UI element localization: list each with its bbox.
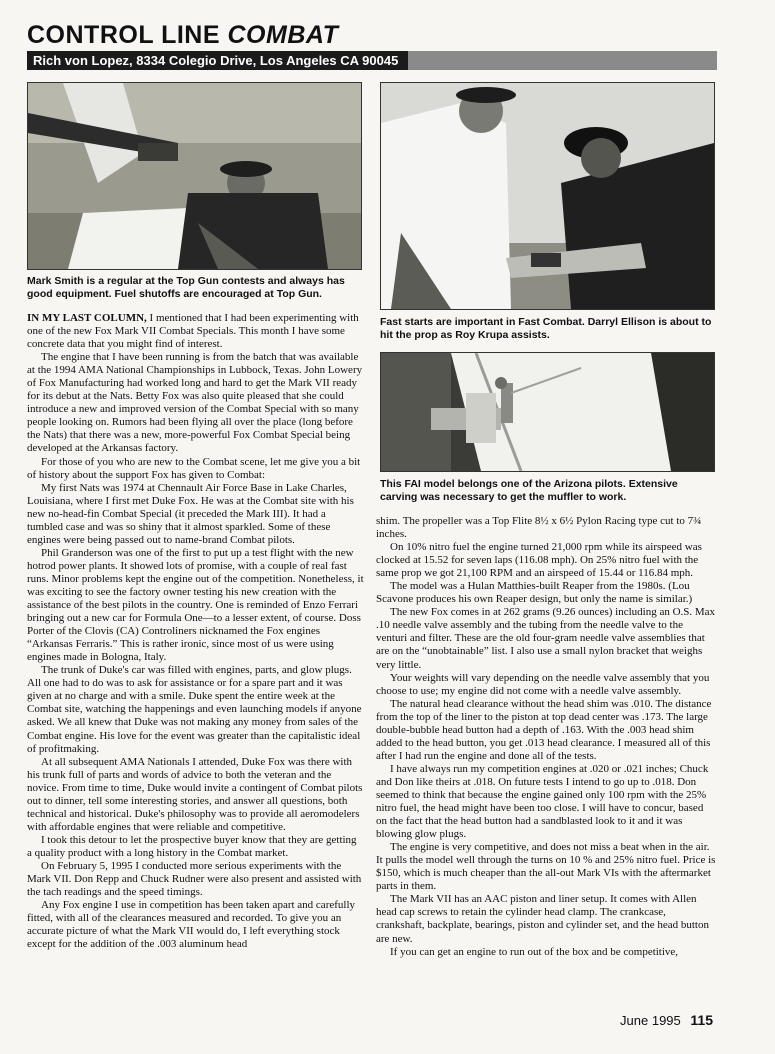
article-paragraph: Any Fox engine I use in competition has been taken apart and carefully fitted, with all of the clearances measured and recorded. To give you an accurate picture of what the Mark VII would do, I left everything stock except for the addition of the .003 aluminum head <box>27 899 356 951</box>
photo-fast-start <box>380 82 715 310</box>
title-main: CONTROL LINE <box>27 21 221 49</box>
article-right-column <box>376 515 716 959</box>
article-paragraph: On February 5, 1995 I conducted more serious experiments with the Mark VII. Don Repp and Chuck Rudner were also present and assisted with the tach readings and the speed timings. <box>27 859 362 899</box>
article-paragraph: I took this detour to let the prospective buyer know that they are getting a quality product with a long history in the Combat market. <box>27 833 357 859</box>
byline-bar <box>27 51 717 70</box>
article-paragraph: The engine is very competitive, and does not miss a beat when in the air. It pulls the model well through the turns on 10 % and 25% nitro fuel. Price is $150, which is much cheaper than the all-out Mark VIs with the aftermarket parts in them. <box>376 841 716 893</box>
article-paragraph: Your weights will vary depending on the needle valve assembly that you choose to use; my engine did not come with a needle valve assembly. <box>376 671 710 697</box>
article-paragraph: My first Nats was 1974 at Chennault Air Force Base in Lake Charles, Louisiana, where I first met Duke Fox. He was at the Combat site with his new no-head-fin Combat Special (it preceded the Mark III). It had a tumbled case and was so shiny that it almost sparkled. Some of these engines were being passed out to name-brand Combat pilots. <box>27 481 354 546</box>
issue-date: June 1995 <box>620 1013 681 1028</box>
article-paragraph: The model was a Hulan Matthies-built Reaper from the 1980s. (Lou Scavone produces his own Reaper design, but only the name is similar.) <box>376 580 693 606</box>
photo-mark-smith <box>27 82 362 270</box>
article-paragraph: If you can get an engine to run out of the box and be competitive, <box>390 945 679 958</box>
page-footer <box>620 1012 713 1028</box>
article-paragraph: The engine that I have been running is from the batch that was available at the 1994 AMA National Championships in Lubbock, Texas. John Lowery of Fox Manufacturing had worked long and hard to get the Mark VII ready for its debut at the Nats. Betty Fox was also quite pleased that she could introduce a new and improved version of the Combat Special with so many people looking on. Rumors had been flying all over the place (long before the Nats) that there was a new, more-powerful Fox Combat Special being developed at the Arkansas factory. <box>27 351 363 455</box>
article-paragraph: I have always run my competition engines at .020 or .021 inches; Chuck and Don like theirs at .018. On future tests I intend to go up to .018. Don seemed to think that because the engine gained only 100 rpm with the 25% nitro fuel, the head might have been too close. I will have to concur, based on the fact that the head button had a sandblasted look to it and it was blowing glow plugs. <box>376 762 709 841</box>
article-paragraph: The trunk of Duke's car was filled with engines, parts, and glow plugs. All one had to do was to ask for assistance or for a spare part and it was given at no charge and with a smile. Duke spent the entire week at the Combat site, watching the happenings and even launching models if anyone asked. We all knew that Duke was not making any money from sales of the Combat engine. His love for the event was greater than the capitalistic ideal of profitmaking. <box>27 664 362 755</box>
article-paragraph: On 10% nitro fuel the engine turned 21,000 rpm while its airspeed was clocked at 15.52 for seven laps (116.08 mph). On 25% nitro fuel with the same prop we got 21,100 RPM and an airspeed of 15.44 or 116.84 mph. <box>376 541 702 580</box>
article-paragraph: At all subsequent AMA Nationals I attended, Duke Fox was there with his trunk full of parts and words of advice to both the veteran and the novice. From time to time, Duke would invite a contingent of Combat pilots out to dinner, tell some interesting stories, and answer all questions, both technical and historical. Duke's philosophy was to provide all aeromodelers with affordable engines that were reliable and competitive. <box>27 755 363 833</box>
article-paragraph: The natural head clearance without the head shim was .010. The distance from the top of the liner to the piston at top dead center was .173. The large double-bubble head button had a depth of .163. With the .003 head shim added to the head button, you get .013 head clearance. I measured all of this after I had run the engine and done all of the tests. <box>376 697 712 762</box>
page-title <box>27 20 338 50</box>
article-paragraph: The Mark VII has an AAC piston and liner setup. It comes with Allen head cap screws to retain the cylinder head clamp. The crankcase, crankshaft, backplate, bearings, piston and cylinder set, and the head button are new. <box>376 893 709 945</box>
title-emphasis: COMBAT <box>227 21 339 49</box>
article-paragraph: Phil Granderson was one of the first to put up a test flight with the new hotrod power plants. It showed lots of promise, with a couple of real fast runs. Minor problems kept the engine out of the competition. Nonetheless, it was exciting to see the factory owner testing his new creation with the assistance of the best pilots in the country. One is reminded of Enzo Ferrari bringing out a new car for Formula One—to a lesser extent, of course. Doss Porter of the Clovis (CA) Controliners nicknamed the Fox engines “Arkansas Ferraris.” This is rather ironic, since most of us were using engines made in Bologna, Italy. <box>27 546 364 664</box>
caption-photo-3: This FAI model belongs one of the Arizona pilots. Extensive carving was necessary to get the muffler to work. <box>380 478 678 503</box>
article-paragraph: IN MY LAST COLUMN, I mentioned that I had been experimenting with one of the new Fox Mark VII Combat Specials. This month I have some concrete data that you might find of interest. <box>27 312 359 351</box>
photo-fai-model <box>380 352 715 472</box>
article-paragraph: For those of you who are new to the Combat scene, let me give you a bit of history about the support Fox has given to Combat: <box>27 455 361 481</box>
byline: Rich von Lopez, 8334 Colegio Drive, Los Angeles CA 90045 <box>33 53 399 68</box>
lead-in: IN MY LAST COLUMN, <box>27 312 147 324</box>
article-left-column <box>27 312 364 951</box>
caption-photo-2: Fast starts are important in Fast Combat. Darryl Ellison is about to hit the prop as Roy Krupa assists. <box>380 316 712 341</box>
byline-bar-tail <box>408 51 717 70</box>
page-number: 115 <box>690 1012 713 1028</box>
article-paragraph: shim. The propeller was a Top Flite 8½ x 6½ Pylon Racing type cut to 7¾ inches. <box>376 515 702 541</box>
caption-photo-1: Mark Smith is a regular at the Top Gun contests and always has good equipment. Fuel shutoffs are encouraged at Top Gun. <box>27 275 345 300</box>
article-paragraph: The new Fox comes in at 262 grams (9.26 ounces) including an O.S. Max .10 needle valve assembly and the tubing from the needle valve to the venturi and filter. These are the old four-gram needle valve assemblies that are on the “unobtainable” list. I also use a small nylon bracket that weighs very little. <box>376 606 716 671</box>
